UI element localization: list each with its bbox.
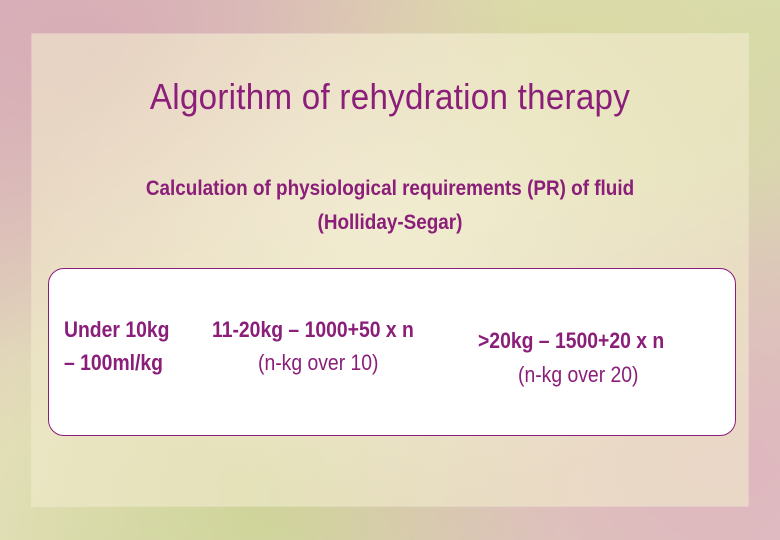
rule-under-10kg-line1: Under 10kg [64, 317, 170, 342]
rule-over-20kg-line1: >20kg – 1500+20 x n [478, 328, 665, 353]
slide-title: Algorithm of rehydration therapy [149, 76, 631, 117]
rule-11-20kg-line1: 11-20kg – 1000+50 x n [212, 317, 414, 342]
rule-over-20kg-line2: (n-kg over 20) [518, 362, 639, 387]
subtitle-line-2: (Holliday-Segar) [317, 211, 463, 234]
subtitle-line-1: Calculation of physiological requirements (PR) of fluid [145, 177, 635, 200]
rule-under-10kg-line2: – 100ml/kg [64, 350, 164, 375]
rule-11-20kg-line2: (n-kg over 10) [258, 350, 379, 375]
